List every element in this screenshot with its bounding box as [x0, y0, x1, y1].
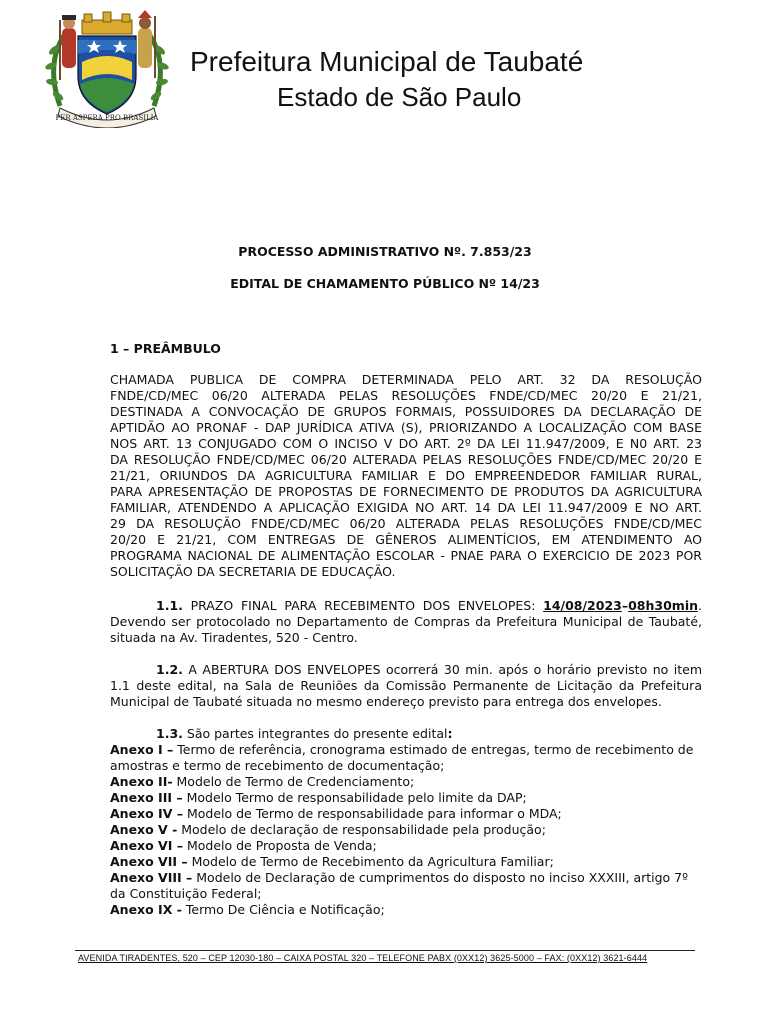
preamble-line: PROGRAMA NACIONAL DE ALIMENTAÇÃO ESCOLAR - PNAE PARA O EXERCICIO DE 2023 POR — [110, 548, 702, 563]
item-1-2-number: 1.2. — [156, 662, 183, 677]
annex-item — [110, 806, 702, 822]
item-1-2-paragraph — [110, 662, 702, 710]
annex-description: Modelo Termo de responsabilidade pelo limite da DAP; — [182, 790, 527, 805]
item-1-1-paragraph — [110, 598, 702, 646]
annex-label: Anexo IV – — [110, 806, 183, 821]
annex-description: Modelo de Declaração de cumprimentos do disposto no inciso XXXIII, artigo 7º da Constituição Federal; — [110, 870, 689, 901]
annex-label: Anexo IX - — [110, 902, 182, 917]
section-preamble-heading: 1 – PREÂMBULO — [110, 341, 221, 356]
annex-item — [110, 742, 702, 774]
item-1-2-text: A ABERTURA DOS ENVELOPES ocorrerá 30 min. após o horário previsto no item 1.1 deste edital, na Sala de Reuniões da Comissão Permanente de Licitação da Prefeitura Municipal de Taubaté situada no mesmo endereço previsto para entrega dos envelopes. — [110, 662, 702, 709]
item-1-3-text: São partes integrantes do presente edital — [182, 726, 448, 741]
preamble-line: SOLICITAÇÃO DA SECRETARIA DE EDUCAÇÃO. — [110, 564, 396, 579]
deadline-dash: – — [621, 598, 629, 613]
annex-label: Anexo VII – — [110, 854, 188, 869]
annex-description: Termo de referência, cronograma estimado de entregas, termo de recebimento de amostras e termo de recebimento de documentação; — [110, 742, 694, 773]
annex-item — [110, 838, 702, 854]
annex-item — [110, 822, 702, 838]
annex-description: Modelo de declaração de responsabilidade pela produção; — [177, 822, 546, 837]
annex-label: Anexo VI – — [110, 838, 183, 853]
item-1-1-number: 1.1. — [156, 598, 183, 613]
preamble-line: DA RESOLUÇÃO FNDE/CD/MEC 06/20 ALTERADA PELAS RESOLUÇÕES FNDE/CD/MEC 20/20 E — [110, 452, 702, 467]
preamble-line: 21/21, ORIUNDOS DA AGRICULTURA FAMILIAR E DO EMPREENDEDOR FAMILIAR RURAL, — [110, 468, 702, 483]
preamble-line: NOS ART. 13 CONJUGADO COM O INCISO V DO ART. 2º DA LEI 11.947/2009, E N0 ART. 23 — [110, 436, 702, 451]
preamble-line: FAMILIAR, ATENDENDO A APLICAÇÃO EXIGIDA NO ART. 14 DA LEI 11.947/2009 E NO ART. — [110, 500, 702, 515]
edital-title: EDITAL DE CHAMAMENTO PÚBLICO Nº 14/23 — [230, 276, 540, 291]
annex-description: Modelo de Termo de Recebimento da Agricultura Familiar; — [187, 854, 554, 869]
annex-item — [110, 790, 702, 806]
state-subtitle: Estado de São Paulo — [277, 82, 522, 112]
preamble-line: PARA APRESENTAÇÃO DE PROPOSTAS DE FORNECIMENTO DE PRODUTOS DA AGRICULTURA — [110, 484, 702, 499]
annex-label: Anexo VIII – — [110, 870, 193, 885]
item-1-3-intro — [110, 726, 702, 742]
annex-label: Anexo II- — [110, 774, 173, 789]
item-1-3-number: 1.3. — [156, 726, 183, 741]
annex-label: Anexo III – — [110, 790, 183, 805]
annex-description: Modelo de Termo de Credenciamento; — [172, 774, 415, 789]
annex-item — [110, 902, 702, 918]
preamble-line: APTIDÃO AO PRONAF - DAP JURÍDICA ATIVA (S), PRIORIZANDO A LOCALIZAÇÃO COM BASE — [110, 420, 702, 435]
municipality-title: Prefeitura Municipal de Taubaté — [190, 46, 584, 77]
annex-label: Anexo I – — [110, 742, 174, 757]
crest-motto-text: PER ASPERA PRO BRASILIA — [55, 114, 159, 122]
annex-item — [110, 774, 702, 790]
preamble-line: FNDE/CD/MEC 06/20 ALTERADA PELAS RESOLUÇÕES FNDE/CD/MEC 20/20 E 21/21, — [110, 388, 702, 403]
footer-address: AVENIDA TIRADENTES, 520 – CEP 12030-180 – CAIXA POSTAL 320 – TELEFONE PABX (0XX12) 3625-5000 – FAX: (0XX12) 3621-6444 — [78, 953, 648, 963]
preamble-line: 20/20 E 21/21, COM ENTREGAS DE GÊNEROS ALIMENTÍCIOS, EM ATENDIMENTO AO — [110, 532, 702, 547]
process-title: PROCESSO ADMINISTRATIVO Nº. 7.853/23 — [238, 244, 532, 259]
annex-description: Termo De Ciência e Notificação; — [181, 902, 385, 917]
item-1-3-colon: : — [447, 726, 453, 741]
preamble-paragraph — [110, 372, 702, 580]
annex-description: Modelo de Proposta de Venda; — [182, 838, 377, 853]
footer-divider — [75, 950, 695, 951]
item-1-3-block — [110, 726, 702, 918]
preamble-line: DESTINADA A CONVOCAÇÃO DE GRUPOS FORMAIS, POSSUIDORES DA DECLARAÇÃO DE — [110, 404, 702, 419]
annex-description: Modelo de Termo de responsabilidade para informar o MDA; — [182, 806, 562, 821]
annex-item — [110, 870, 702, 902]
preamble-line: CHAMADA PUBLICA DE COMPRA DETERMINADA PELO ART. 32 DA RESOLUÇÃO — [110, 372, 702, 387]
item-1-1-text-after: . Devendo ser protocolado no Departamento de Compras da Prefeitura Municipal de Taubaté, situada na Av. Tiradentes, 520 - Centro. — [110, 598, 702, 645]
municipal-crest-logo — [38, 10, 176, 128]
annex-label: Anexo V - — [110, 822, 178, 837]
preamble-line: 29 DA RESOLUÇÃO FNDE/CD/MEC 06/20 ALTERADA PELAS RESOLUÇÕES FNDE/CD/MEC — [110, 516, 702, 531]
deadline-time: 08h30min — [628, 598, 699, 613]
annex-item — [110, 854, 702, 870]
item-1-1-text: PRAZO FINAL PARA RECEBIMENTO DOS ENVELOPES: — [182, 598, 544, 613]
deadline-date: 14/08/2023 — [543, 598, 622, 613]
